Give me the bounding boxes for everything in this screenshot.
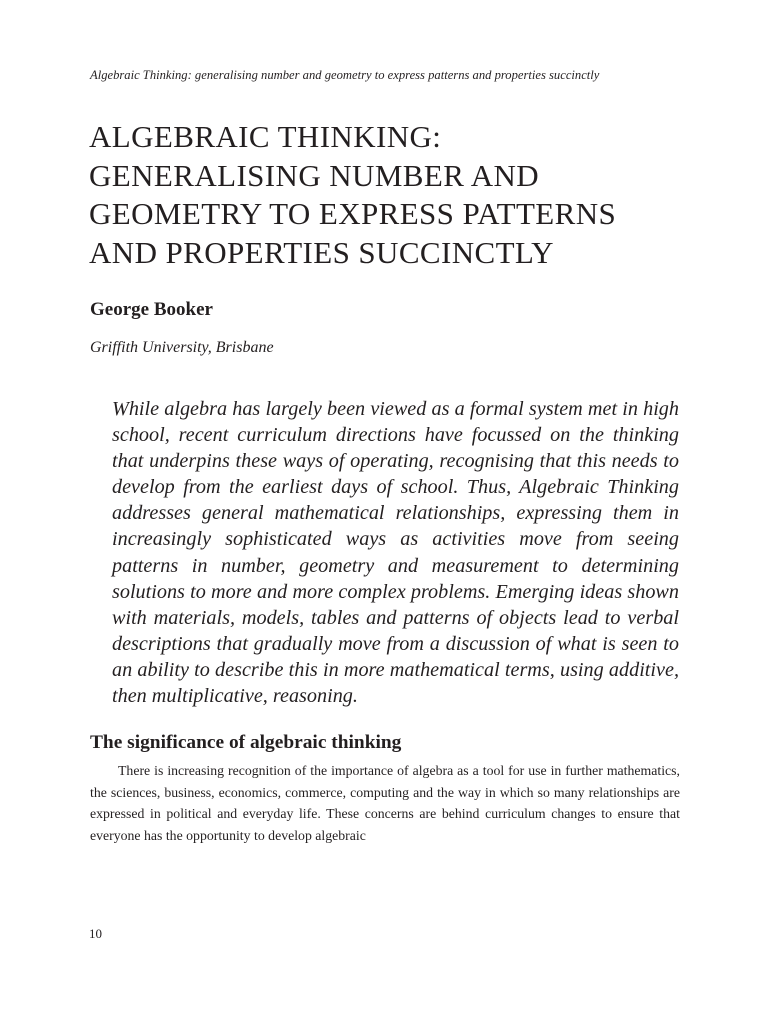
- title-line: AND PROPERTIES SUCCINCTLY: [89, 234, 554, 270]
- title-line: GEOMETRY TO EXPRESS PATTERNS: [89, 196, 617, 231]
- body-paragraph: There is increasing recognition of the importance of algebra as a tool for use in further mathematics, the sciences, business, economics, commerce, computing and the way in which so many relationships are expressed in political and everyday life. These concerns are behind curriculum changes to ensure that everyone has the opportunity to develop algebraic: [90, 763, 680, 844]
- title-line: ALGEBRAIC THINKING:: [89, 119, 442, 154]
- abstract: While algebra has largely been viewed as a formal system met in high school, recent curriculum directions have focussed on the thinking that underpins these ways of operating, recognising that this needs to develop from the earliest days of school. Thus, Algebraic Thinking addresses general mathematical relationships, expressing them in increasingly sophisticated ways as activities move from seeing patterns in number, geometry and measurement to determining solutions to more and more complex problems. Emerging ideas shown with materials, models, tables and patterns of objects lead to verbal descriptions that gradually move from a discussion of what is seen to an ability to describe this in more mathematical terms, using additive, then multiplicative, reasoning.: [112, 398, 679, 708]
- paper-title: [89, 118, 689, 272]
- page-number: 10: [89, 926, 102, 941]
- running-head: Algebraic Thinking: generalising number and geometry to express patterns and properties succinctly: [90, 68, 600, 82]
- author-affiliation: Griffith University, Brisbane: [90, 339, 274, 356]
- title-line: GENERALISING NUMBER AND: [89, 157, 540, 193]
- author-name: George Booker: [90, 299, 213, 320]
- section-heading: The significance of algebraic thinking: [90, 732, 402, 753]
